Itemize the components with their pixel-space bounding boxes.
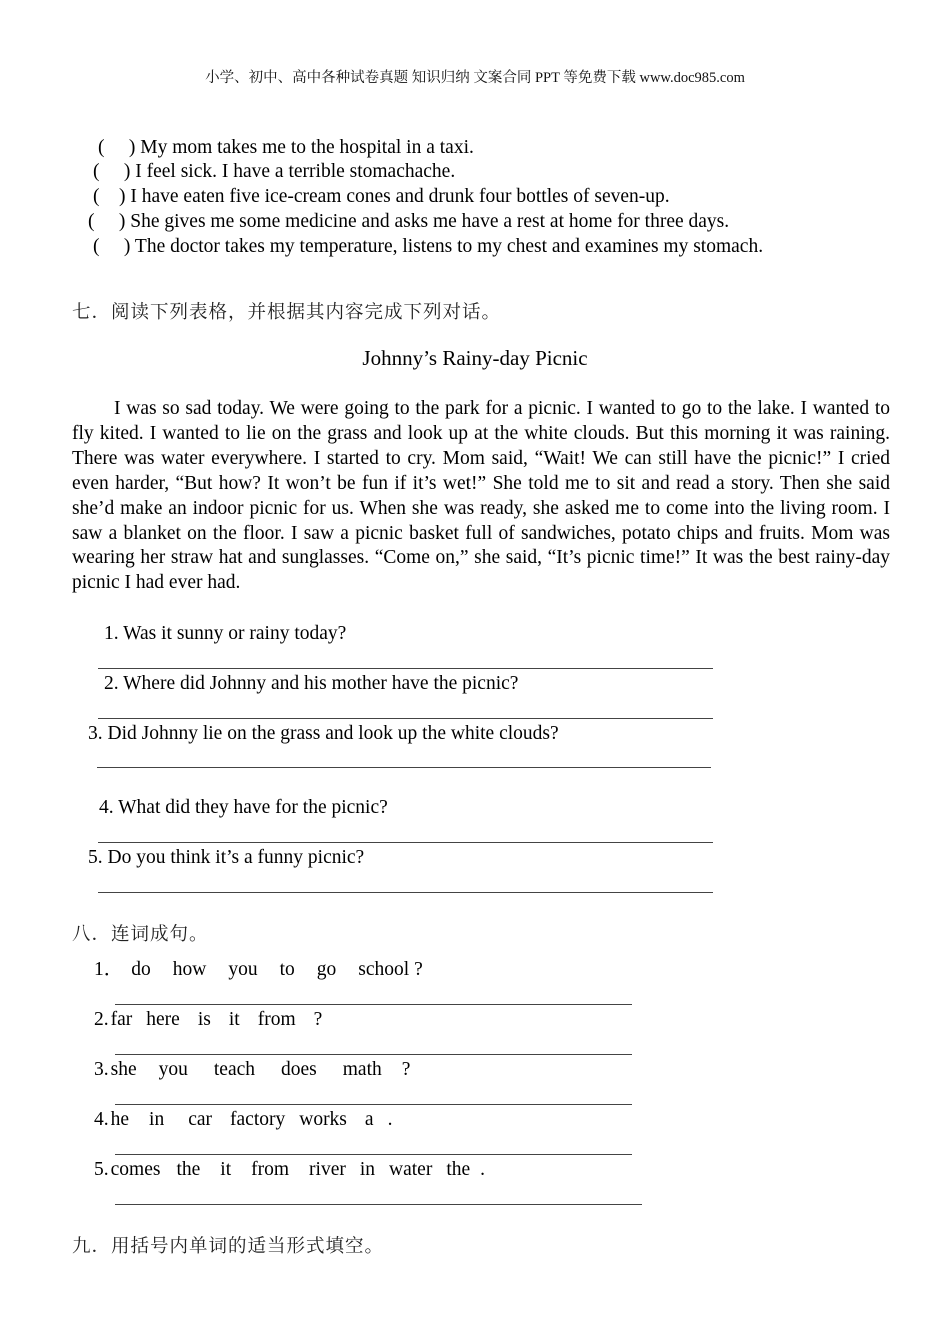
question-1: 1. Was it sunny or rainy today?	[104, 623, 347, 644]
ordering-item-text: The doctor takes my temperature, listens to my chest and examines my stomach.	[134, 236, 764, 257]
word: do	[131, 959, 151, 980]
section-7-heading: 七．阅读下列表格，并根据其内容完成下列对话。	[72, 302, 502, 323]
word: math	[342, 1059, 382, 1080]
word: .	[480, 1159, 486, 1180]
answer-bracket[interactable]: ( )	[93, 186, 126, 207]
answer-line-1[interactable]	[98, 668, 713, 669]
item-number: 5.	[94, 1159, 109, 1180]
word: is	[197, 1009, 211, 1030]
ordering-item	[93, 185, 670, 209]
ordering-item	[88, 210, 729, 234]
word-order-item-1	[94, 958, 445, 982]
answer-line-5[interactable]	[98, 892, 713, 893]
question-4: 4. What did they have for the picnic?	[99, 797, 388, 818]
word: does	[281, 1059, 317, 1080]
ordering-item	[93, 160, 455, 184]
word: ?	[313, 1009, 323, 1030]
answer-bracket[interactable]: ( )	[88, 211, 126, 232]
word: here	[146, 1009, 180, 1030]
sentence-answer-line-4[interactable]	[115, 1154, 632, 1155]
answer-bracket[interactable]: ( )	[93, 236, 131, 257]
word: the	[446, 1159, 471, 1180]
word-order-item-4	[94, 1108, 414, 1132]
word: school ?	[358, 959, 423, 980]
ordering-item-text: My mom takes me to the hospital in a taxi.	[140, 137, 474, 158]
answer-line-3[interactable]	[97, 767, 711, 768]
item-number: 1．	[94, 959, 124, 980]
answer-bracket[interactable]: ( )	[93, 161, 131, 182]
word: car	[188, 1109, 213, 1130]
page-header-banner: 小学、初中、高中各种试卷真题 知识归纳 文案合同 PPT 等免费下载 www.doc985.com	[205, 70, 745, 86]
word: works	[299, 1109, 347, 1130]
word: go	[316, 959, 337, 980]
word: factory	[230, 1109, 286, 1130]
word: how	[172, 959, 207, 980]
story-title: Johnny’s Rainy-day Picnic	[362, 346, 588, 370]
word: it	[228, 1009, 240, 1030]
word: in	[359, 1159, 376, 1180]
word: to	[279, 959, 295, 980]
ordering-item-text: I have eaten five ice-cream cones and drunk four bottles of seven-up.	[130, 186, 670, 207]
answer-line-4[interactable]	[98, 842, 713, 843]
word-order-item-2	[94, 1008, 344, 1032]
question-3: 3. Did Johnny lie on the grass and look up the white clouds?	[88, 723, 559, 744]
section-8-heading: 八．连词成句。	[72, 924, 209, 945]
word: from	[257, 1009, 296, 1030]
word-order-item-5	[94, 1158, 507, 1182]
word: far	[110, 1009, 133, 1030]
word: a	[364, 1109, 374, 1130]
sentence-answer-line-1[interactable]	[115, 1004, 632, 1005]
story-passage-text: I was so sad today. We were going to the park for a picnic. I wanted to go to the lake. I wanted to fly kited. I wanted to lie on the grass and look up at the white clouds. But this morning it was raining. There was water everywhere. I started to cry. Mom said, “Wait! We can still have the picnic!” I cried even harder, “But how? It won’t be fun if it’s wet!” She told me to sit and read a story. Then she said she’d make an indoor picnic for us. When she was ready, she asked me to come into the living room. I saw a blanket on the floor. I saw a picnic basket full of sandwiches, potato chips and fruits. Mom was wearing her straw hat and sunglasses. “Come on,” she said, “It’s picnic time!” It was the best rainy-day picnic I had ever had.	[72, 398, 890, 594]
word-order-item-3	[94, 1058, 432, 1082]
word: she	[110, 1059, 137, 1080]
sentence-answer-line-3[interactable]	[115, 1104, 632, 1105]
word: comes	[110, 1159, 161, 1180]
word: teach	[213, 1059, 256, 1080]
word: in	[149, 1109, 165, 1130]
question-2: 2. Where did Johnny and his mother have the picnic?	[104, 673, 519, 694]
answer-bracket[interactable]: ( )	[98, 137, 136, 158]
item-number: 2.	[94, 1009, 109, 1030]
item-number: 3.	[94, 1059, 109, 1080]
sentence-answer-line-5[interactable]	[115, 1204, 642, 1205]
word: he	[110, 1109, 130, 1130]
question-5: 5. Do you think it’s a funny picnic?	[88, 847, 365, 868]
ordering-item-text: I feel sick. I have a terrible stomachache.	[135, 161, 456, 182]
word: water	[389, 1159, 433, 1180]
word: it	[220, 1159, 232, 1180]
answer-line-2[interactable]	[98, 718, 713, 719]
word: .	[387, 1109, 393, 1130]
ordering-item-text: She gives me some medicine and asks me have a rest at home for three days.	[130, 211, 730, 232]
story-passage	[72, 397, 890, 596]
sentence-answer-line-2[interactable]	[115, 1054, 632, 1055]
ordering-item	[98, 136, 474, 160]
word: river	[309, 1159, 346, 1180]
word: you	[158, 1059, 188, 1080]
item-number: 4.	[94, 1109, 109, 1130]
word: from	[251, 1159, 290, 1180]
word: you	[228, 959, 258, 980]
word: the	[176, 1159, 201, 1180]
section-9-heading: 九．用括号内单词的适当形式填空。	[72, 1236, 385, 1257]
ordering-item	[93, 235, 763, 259]
word: ?	[401, 1059, 411, 1080]
